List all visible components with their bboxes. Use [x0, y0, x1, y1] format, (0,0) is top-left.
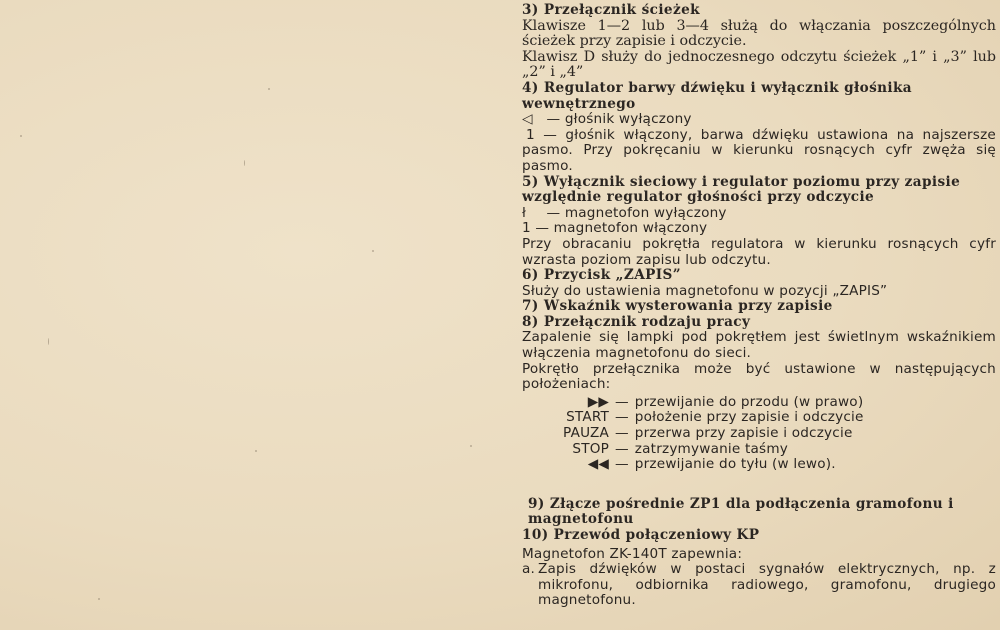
mode-key: STOP: [572, 440, 609, 457]
section-10-paragraph: Magnetofon ZK-140T zapewnia:: [522, 545, 743, 562]
paper-speck: [20, 135, 22, 137]
section-3-title: 3) Przełącznik ścieżek: [522, 2, 700, 18]
section-10-title: 10) Przewód połączeniowy KP: [522, 527, 760, 543]
mode-desc: przewijanie do tyłu (w lewo).: [634, 456, 836, 473]
mode-row: [522, 442, 996, 458]
section-6-paragraph: Służy do ustawienia magnetofonu w pozycji „ZAPIS”: [522, 282, 888, 299]
mode-dash: —: [615, 393, 629, 410]
section-5-item-1-text: — magnetofon wyłączony: [542, 204, 727, 221]
section-4-title: 4) Regulator barwy dźwięku i wyłącznik głośnika wewnętrznego: [522, 79, 913, 112]
paper-speck: [470, 445, 472, 447]
section-9-title: 9) Złącze pośrednie ZP1 dla podłączenia gramofonu i magnetofonu: [528, 495, 954, 528]
mode-dash: —: [615, 409, 629, 426]
section-5-item-1: [522, 206, 996, 222]
section-4-item-2: 1 — głośnik włączony, barwa dźwięku ustawiona na najszersze pasmo. Przy pokręcaniu w kierunku rosnących cyfr zwęża się pasmo.: [522, 126, 996, 174]
mode-desc: zatrzymywanie taśmy: [634, 440, 789, 457]
mode-desc: położenie przy zapisie i odczycie: [634, 409, 864, 426]
section-8-paragraph-2: Pokrętło przełącznika może być ustawione w następujących położeniach:: [522, 360, 996, 393]
section-7-title: 7) Wskaźnik wysterowania przy zapisie: [522, 298, 833, 315]
section-4-item-1-text: — głośnik wyłączony: [542, 111, 692, 128]
mode-dash: —: [615, 425, 629, 442]
mode-dash: —: [615, 456, 629, 473]
mode-list: [522, 395, 996, 473]
rewind-icon: ◀◀: [587, 456, 609, 473]
list-item-a-text: Zapis dźwięków w postaci sygnałów elektrycznych, np. z mikrofonu, odbiornika radiowego, gramofonu, drugiego magnetofonu.: [538, 561, 996, 609]
paper-speck: [244, 160, 245, 166]
mode-desc: przewijanie do przodu (w prawo): [634, 393, 864, 410]
section-5-item-2: 1 — magnetofon włączony: [522, 220, 708, 237]
mode-row: [522, 426, 996, 442]
list-item-a: [522, 562, 996, 609]
section-3-paragraph-2: Klawisz D służy do jednoczesnego odczytu ścieżek „1” i „3” lub „2” i „4”: [522, 48, 996, 81]
section-6-title: 6) Przycisk „ZAPIS”: [522, 267, 681, 284]
mode-desc: przerwa przy zapisie i odczycie: [634, 425, 853, 442]
spacer: [522, 473, 996, 497]
section-8-title: 8) Przełącznik rodzaju pracy: [522, 313, 751, 330]
section-5-paragraph: Przy obracaniu pokrętła regulatora w kierunku rosnących cyfr wzrasta poziom zapisu lub odczytu.: [522, 235, 996, 268]
paper-speck: [98, 598, 100, 600]
mode-row: [522, 457, 996, 473]
paper-speck: [48, 338, 49, 345]
section-8-paragraph-1: Zapalenie się lampki pod pokrętłem jest świetlnym wskaźnikiem włączenia magnetofonu do sieci.: [522, 329, 996, 362]
off-mark-icon: ł: [522, 204, 527, 221]
mode-dash: —: [615, 440, 629, 457]
list-item-a-label: a.: [522, 561, 536, 578]
mode-key: PAUZA: [563, 425, 609, 442]
section-4-item-1: [522, 112, 996, 128]
mode-row: [522, 395, 996, 411]
paper-speck: [268, 88, 270, 90]
mode-key: START: [566, 409, 609, 426]
text-column: [522, 3, 996, 609]
paper-speck: [255, 450, 257, 452]
fast-forward-icon: ▶▶: [587, 393, 609, 410]
paper-speck: [372, 250, 374, 252]
speaker-icon: ◁: [522, 111, 533, 128]
section-5-title: 5) Wyłącznik sieciowy i regulator poziomu przy zapisie względnie regulator głośności przy odczycie: [522, 173, 961, 206]
mode-row: [522, 410, 996, 426]
section-3-paragraph-1: Klawisze 1—2 lub 3—4 służą do włączania poszczególnych ścieżek przy zapisie i odczycie.: [522, 17, 996, 50]
